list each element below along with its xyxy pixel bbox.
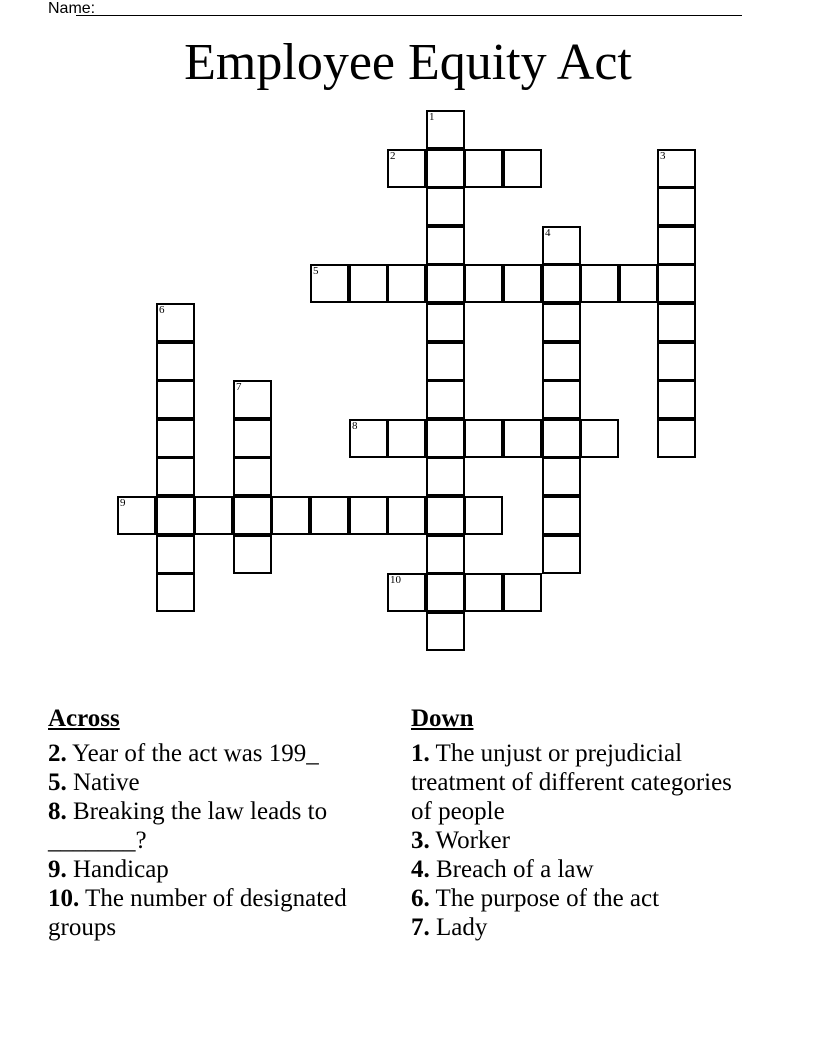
crossword-cell[interactable]: [233, 419, 272, 458]
down-clue: [411, 739, 741, 826]
crossword-cell[interactable]: [426, 226, 465, 265]
clue-number-label: 5: [313, 265, 319, 277]
clue-number: 1.: [411, 740, 430, 767]
across-clue: [48, 884, 388, 942]
crossword-cell[interactable]: [657, 187, 696, 226]
crossword-cell[interactable]: [503, 419, 542, 458]
crossword-cell[interactable]: [464, 149, 503, 188]
clue-number-label: 6: [159, 304, 165, 316]
clue-text: Native: [66, 769, 140, 796]
crossword-cell[interactable]: [657, 380, 696, 419]
clue-number: 5.: [48, 769, 67, 796]
clue-number-label: 9: [120, 497, 126, 509]
crossword-cell[interactable]: [156, 573, 195, 612]
crossword-cell[interactable]: [156, 496, 195, 535]
crossword-cell[interactable]: [426, 110, 465, 149]
crossword-cell[interactable]: [503, 573, 542, 612]
crossword-cell[interactable]: [349, 419, 388, 458]
crossword-cell[interactable]: [233, 535, 272, 574]
crossword-cell[interactable]: [542, 457, 581, 496]
down-clue: [411, 826, 741, 855]
crossword-cell[interactable]: [156, 380, 195, 419]
crossword-cell[interactable]: [426, 457, 465, 496]
crossword-cell[interactable]: [233, 380, 272, 419]
crossword-cell[interactable]: [503, 149, 542, 188]
clue-number: 2.: [48, 740, 67, 767]
down-heading: Down: [411, 705, 474, 732]
clue-text: The unjust or prejudicial treatment of different categories of people: [411, 740, 732, 825]
crossword-cell[interactable]: [387, 496, 426, 535]
crossword-cell[interactable]: [156, 535, 195, 574]
crossword-cell[interactable]: [426, 342, 465, 381]
clue-number: 8.: [48, 798, 67, 825]
clue-text: Lady: [429, 914, 488, 941]
across-clue: [48, 739, 388, 768]
down-clue: [411, 913, 741, 942]
crossword-cell[interactable]: [271, 496, 310, 535]
crossword-cell[interactable]: [233, 496, 272, 535]
clue-number-label: 8: [352, 420, 358, 432]
across-clue: [48, 768, 388, 797]
clue-number: 6.: [411, 885, 430, 912]
crossword-cell[interactable]: [387, 149, 426, 188]
crossword-cell[interactable]: [542, 535, 581, 574]
crossword-cell[interactable]: [542, 496, 581, 535]
crossword-cell[interactable]: [619, 264, 658, 303]
clue-number: 10.: [48, 885, 80, 912]
down-clue: [411, 855, 741, 884]
crossword-cell[interactable]: [464, 419, 503, 458]
crossword-cell[interactable]: [580, 264, 619, 303]
clue-text: Breach of a law: [429, 856, 594, 883]
clue-number-label: 3: [660, 150, 666, 162]
crossword-cell[interactable]: [156, 342, 195, 381]
clue-text: Year of the act was 199_: [66, 740, 319, 767]
crossword-cell[interactable]: [464, 496, 503, 535]
crossword-cell[interactable]: [426, 419, 465, 458]
crossword-cell[interactable]: [349, 264, 388, 303]
crossword-cell[interactable]: [657, 149, 696, 188]
crossword-cell[interactable]: [426, 380, 465, 419]
crossword-cell[interactable]: [426, 303, 465, 342]
name-label: Name:: [48, 0, 96, 17]
crossword-cell[interactable]: [117, 496, 156, 535]
crossword-cell[interactable]: [426, 535, 465, 574]
page-title: Employee Equity Act: [184, 34, 632, 91]
clue-number-label: 1: [429, 111, 435, 123]
crossword-cell[interactable]: [156, 457, 195, 496]
across-clue: [48, 797, 388, 855]
crossword-cell[interactable]: [542, 303, 581, 342]
across-clue: [48, 855, 388, 884]
crossword-cell[interactable]: [194, 496, 233, 535]
crossword-cell[interactable]: [580, 419, 619, 458]
crossword-cell[interactable]: [426, 187, 465, 226]
crossword-cell[interactable]: [464, 264, 503, 303]
crossword-cell[interactable]: [542, 264, 581, 303]
crossword-cell[interactable]: [657, 303, 696, 342]
crossword-cell[interactable]: [426, 573, 465, 612]
crossword-cell[interactable]: [310, 264, 349, 303]
crossword-cell[interactable]: [310, 496, 349, 535]
crossword-cell[interactable]: [387, 419, 426, 458]
crossword-cell[interactable]: [426, 496, 465, 535]
clue-text: Worker: [429, 827, 510, 854]
crossword-cell[interactable]: [657, 419, 696, 458]
clue-text: Breaking the law leads to _______?: [48, 798, 328, 854]
clue-text: The purpose of the act: [429, 885, 660, 912]
clue-number: 3.: [411, 827, 430, 854]
clue-number-label: 7: [236, 381, 242, 393]
clue-text: The number of designated groups: [48, 885, 347, 941]
down-clues: [411, 704, 741, 942]
crossword-cell[interactable]: [156, 419, 195, 458]
crossword-cell[interactable]: [464, 573, 503, 612]
clue-number: 7.: [411, 914, 430, 941]
crossword-cell[interactable]: [657, 342, 696, 381]
clue-number-label: 2: [390, 150, 396, 162]
crossword-cell[interactable]: [657, 264, 696, 303]
crossword-cell[interactable]: [233, 457, 272, 496]
crossword-cell[interactable]: [542, 226, 581, 265]
crossword-cell[interactable]: [542, 419, 581, 458]
clue-number-label: 4: [545, 227, 551, 239]
crossword-cell[interactable]: [387, 264, 426, 303]
across-clues: [48, 704, 388, 942]
clue-number: 4.: [411, 856, 430, 883]
crossword-cell[interactable]: [542, 380, 581, 419]
crossword-cell[interactable]: [156, 303, 195, 342]
clue-number-label: 10: [390, 574, 401, 586]
clue-text: Handicap: [66, 856, 169, 883]
crossword-cell[interactable]: [426, 149, 465, 188]
crossword-cell[interactable]: [349, 496, 388, 535]
crossword-cell[interactable]: [657, 226, 696, 265]
crossword-cell[interactable]: [426, 264, 465, 303]
crossword-cell[interactable]: [426, 612, 465, 651]
across-heading: Across: [48, 705, 120, 732]
crossword-cell[interactable]: [542, 342, 581, 381]
clue-number: 9.: [48, 856, 67, 883]
down-clue: [411, 884, 741, 913]
crossword-cell[interactable]: [503, 264, 542, 303]
crossword-cell[interactable]: [387, 573, 426, 612]
